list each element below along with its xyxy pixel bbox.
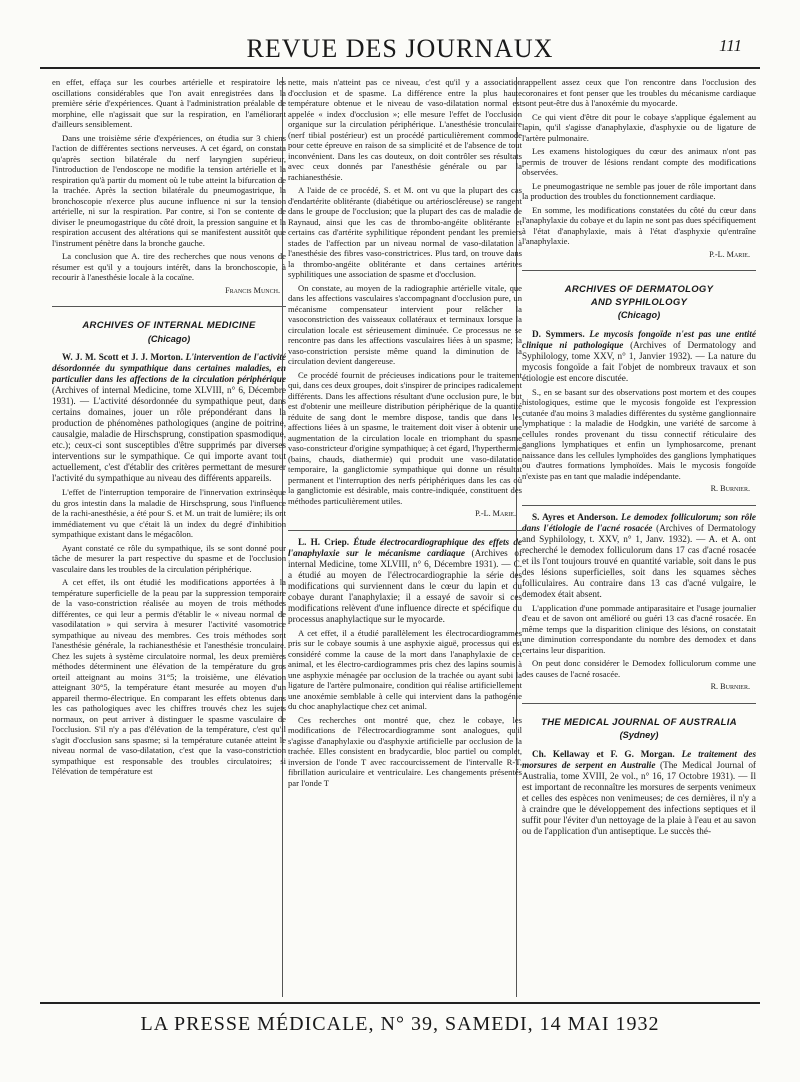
paragraph: Ce procédé fournit de précieuses indications pour le traitement qui, dans ces deux groupes, doit s'inspirer de principes radicalement différents. Dans les affections résultant d'une occlusion pure, le but est d'obtenir une meilleure distribution périphérique de la quantité réduite de sang dont le membre dispose, tandis que dans les affections liées à un spasme, le traitement doit viser à obtenir une augmentation de la circulation locale en triomphant du spasme vaso-constricteur d'origine sympathique; à cet égard, l'hyperthermie (bains, chauds, diathermie) qui produit une vaso-dilatation temporaire, la ganglictomie sympathique qui donne un résultat permanent et l'interruption des nerfs périphériques dans les cas où la ganglictomie est désirable, mais contre-indiquée, constituent des méthodes particulièrement utiles.	[288, 369, 522, 506]
paragraph: A cet effet, ils ont étudié les modifications apportées à la température superficielle de la peau par la suppression temporaire de la vaso-constriction réalisée au moyen de trois méthodes différentes, ce qui leur a permis d'établir le « niveau normal de vasodilatation » qui servira à mesurer l'activité vasomotrice sympathique au niveau des membres. Ces trois méthodes sont l'anesthésie générale, la rachianesthésie et l'anesthésie tronculaire. Chez les sujets à système circulatoire normal, les deux premières méthodes déterminent une élévation de la température du gros orteil atteignant au moins 31°5; la troisième, une élévation atteignant 30°5, la température étant mesurée au moyen d'un appareil thermo-électrique. En comparant les effets obtenus dans les cas pathologiques avec les chiffres trouvés chez les sujets normaux, on peut arriver à distinguer le spasme vasculaire de l'occlusion. S'il n'y a pas d'élévation de la température, c'est qu'il s'agit d'occlusion sans spasme; si la température cutanée atteint le niveau normal de vaso-dilatation, c'est que la vaso-constriction sympathique est responsable des troubles circulatoires; si l'élévation de température est	[52, 577, 286, 776]
paragraph: On constate, au moyen de la radiographie artérielle vitale, que dans les affections vasculaires s'accompagnant d'occlusion pure, un mécanisme compensateur intervient pour relâcher la vasoconstriction des vaisseaux collatéraux et terminaux lorsque la circulation locale est sérieusement diminuée. Ce processus ne se rencontre pas dans les affections vasculaires liées à un spasme; la vaso-constriction persiste même quand la diminution de la circulation devient dangereuse.	[288, 282, 522, 366]
author-signature: R. Burnier.	[710, 682, 750, 691]
author-signature: R. Burnier.	[710, 484, 750, 493]
section-rule	[522, 703, 756, 704]
page-title: REVUE DES JOURNAUX	[246, 34, 554, 63]
section-rule	[522, 270, 756, 271]
article-heading	[522, 329, 756, 384]
page-header	[40, 28, 760, 68]
paragraph: Dans une troisième série d'expériences, on étudia sur 3 chiens l'action de différentes sections nerveuses. A cet égard, on constata qu'après section bilatérale du nerf laryngien supérieur, l'introduction de l'endoscope ne modifie la tension artérielle et la respiration qu'à partir du moment où le tube atteint la bifurcation de la trachée. Après la section bilatérale du pneumogastrique, la bronchoscopie n'exerce plus aucune influence ni sur la tension artérielle, ni sur la respiration. Par contre, si l'on se contente de diviser le pneumogastrique du côté droit, la pression sanguine et la respiration accusent des altérations qui se manifestent aussitôt que l'instrument pénètre dans la bronche gauche.	[52, 132, 286, 248]
article-heading	[52, 352, 286, 484]
author-signature: Francis Munch.	[225, 285, 280, 295]
paragraph: Ces recherches ont montré que, chez le cobaye, les modifications de l'électrocardiogramme sont analogues, qu'il s'agisse d'anaphylaxie ou d'asphyxie artificielle par occlusion de la trachée. Elles consistent en bradycardie, bloc partiel ou complet, inversion de l'onde T avec raccourcissement de l'intervalle R-T, fibrillation auriculaire et ventriculaire. Les changements présentés par l'onde T	[288, 714, 522, 788]
paragraph: Le pneumogastrique ne semble pas jouer de rôle important dans la production des troubles du fonctionnement cardiaque.	[522, 180, 756, 201]
section-title-line-2: AND SYPHILOLOGY	[590, 296, 688, 308]
paragraph: nette, mais n'atteint pas ce niveau, c'est qu'il y a association d'occlusion et de spasme. La différence entre la plus haute température obtenue et le niveau de vaso-dilatation normal est appelée « index d'occlusion »; elle mesure l'effet de l'occlusion organique sur la circulation périphérique. L'anesthésie tronculaire (nerf tibial postérieur) est un procédé particulièrement commode pour cette épreuve en raison de sa simplicité et de l'absence de tout inconvénient. Dans les cas douteux, on doit contrôler ses résultats avec ceux donnés par l'anesthésie générale ou par la rachianesthésie.	[288, 77, 522, 182]
article-title: Le mycosis fongoïde n'est pas une entité clinique ni pathologique	[522, 328, 756, 350]
article-authors: S. Ayres et Anderson.	[532, 511, 618, 522]
article-title: Étude électrocardiographique des effets de l'anaphylaxie sur le mécanisme cardiaque	[288, 536, 522, 558]
column-3	[522, 77, 756, 997]
footer-text: LA PRESSE MÉDICALE, N° 39, SAMEDI, 14 MAI 1932	[140, 1013, 660, 1035]
section-title: ARCHIVES OF INTERNAL MEDICINE	[82, 320, 256, 331]
paragraph: en effet, effaça sur les courbes artérielle et respiratoire les oscillations considérables que l'on avait enregistrées dans la première série d'expériences. Quant à l'administration préalable de morphine, elle n'agissait que sur la respiration, en l'améliorant d'ailleurs sensiblement.	[52, 77, 286, 129]
section-city: (Chicago)	[617, 310, 661, 320]
article-reference: (The Medical Journal of Australia, tome XVIII, 2e vol., n° 16, 17 Octobre 1931). — Il est important de reconnaître les morsures de serpents venimeux et celles des espèces non venimeuses; de ces dernières, il n'y a à craindre que le développement des infections septiques et il suffit pour l'éviter d'un nettoyage de la plaie à l'eau et au savon ou de l'application d'un antiseptique. Le succès thé-	[522, 759, 756, 836]
article-heading	[522, 512, 756, 600]
paragraph: La conclusion que A. tire des recherches que nous venons de résumer est qu'il y a toujours intérêt, dans la bronchoscopie, à recourir à l'anesthésie locale à la cocaïne.	[52, 251, 286, 282]
page-number: 111	[719, 36, 742, 55]
article-rule	[288, 530, 522, 531]
paragraph: L'application d'une pommade antiparasitaire et l'usage journalier d'eau et de savon ont amélioré ou guéri 13 cas d'acné rosacée. En même temps que la disparition clinique des lésions, on constatait une diminution correspondante du nombre des demodex et dans certains leur disparition.	[522, 602, 756, 655]
article-authors: L. H. Criep.	[298, 536, 350, 547]
column-2	[288, 77, 522, 997]
article-authors: W. J. M. Scott et J. J. Morton.	[62, 352, 183, 362]
paragraph: A l'aide de ce procédé, S. et M. ont vu que la plupart des cas d'endartérite oblitérante (diabétique ou artérioscléreuse) se rangent dans le groupe de l'occlusion; que la plupart des cas de maladie de Raynaud, ainsi que les cas de thrombo-angéite oblitérante et certains cas d'artérite syphilitique répondent pendant les premiers stades de l'affection par un niveau normal de vaso-dilatation à l'anesthésie des fibres vaso-constrictrices. Plus tard, on trouve dans la thrombo-angéite oblitérante et dans certaines artérites syphilitiques une association de spasme et d'occlusion.	[288, 185, 522, 279]
article-heading	[288, 537, 522, 625]
article-reference: (Archives of internal Medicine, tome XLVIII, n° 6, Décembre 1931). — L'activité désordonnée du sympathique peut, dans certains domaines, jouer un rôle prépondérant dans la production de phénomènes pathologiques (angine de poitrine, causalgie, maladie de Hirschsprung, constipation spasmodique, etc.); ceux-ci sont susceptibles d'être supprimés par diverses interventions sur le sympathique. Ce qui importe avant tout actuellement, c'est d'établir des critères permettant de mesurer l'activité du sympathique au niveau des différents appareils.	[52, 385, 286, 483]
article-title: Le traitement des morsures de serpent en Australie	[522, 748, 756, 770]
paragraph: A cet effet, il a étudié parallèlement les électrocardiogrammes pris sur le cobaye soumis à une asphyxie aiguë, processus qui est considéré comme la cause de la mort dans l'anaphylaxie de cet animal, et les électro-cardiogrammes pris chez des lapins soumis à une asphyxie ménagée par occlusion de la trachée ou ayant subi la ligature de l'artère pulmonaire, condition qui réalise artificiellement une anoxémie semblable à celle qui intervient dans la pathogénie du choc anaphylactique chez cet animal.	[288, 627, 522, 711]
section-title: THE MEDICAL JOURNAL OF AUSTRALIA	[541, 716, 737, 728]
article-authors: D. Symmers.	[532, 328, 585, 339]
section-title: ARCHIVES OF DERMATOLOGY	[564, 284, 714, 295]
article-heading	[522, 749, 756, 837]
paragraph: En somme, les modifications constatées du côté du cœur dans l'anaphylaxie du cobaye et du lapin ne sont pas dues spécifiquement à l'état d'anaphylaxie, mais à l'état d'asphyxie qu'entraîne l'anaphylaxie.	[522, 204, 756, 246]
author-signature: P.-L. Marie.	[709, 249, 750, 259]
article-reference: (Archives of Dermatology and Syphilology, t. XXV, n° 1, Janv. 1932). — A. et A. ont recherché le demodex folliculorum dans 17 cas d'acné rosacée et ils l'ont toujours trouvé en quantité variable, soit dans le pus des lésions superficielles, soit dans les squames sèches folliculaires. Au contraire dans 13 cas d'acné vulgaire, le demodex était absent.	[522, 522, 756, 599]
article-title: L'intervention de l'activité désordonnée du sympathique dans certaines maladies, en particulier dans les affections de la circulation périphérique	[52, 352, 286, 384]
paragraph: S., en se basant sur des observations post mortem et des coupes histologiques, estime que le mycosis fongoïde est l'expression cutanée d'au moins 3 maladies différentes du système ganglionnaire lymphatique : la maladie de Hodgkin, une variété de sarcome à cellules rondes provenant du tissu connectif réticulaire des ganglions lymphatiques et enfin un lymphosarcome, prenant naissance dans les cellules lymphoïdes des ganglions lymphatiques ou d'autres formations lymphoïdes. Mais le mycosis fongoïde n'existe pas en tant que maladie indépendante.	[522, 386, 756, 481]
page-footer	[40, 1005, 760, 1035]
footer-rule	[40, 1002, 760, 1004]
article-reference: (Archives of Dermatology and Syphilology, tome XXV, n° 1, Janvier 1932). — La nature du mycosis fongoïde a fait l'objet de nombreux travaux et son étiologie est encore discutée.	[522, 339, 756, 383]
paragraph: Ce qui vient d'être dit pour le cobaye s'applique également au lapin, qu'il s'agisse d'anaphylaxie, d'asphyxie ou de ligature de l'artère pulmonaire.	[522, 111, 756, 143]
article-title: Le demodex folliculorum; son rôle dans l'étiologie de l'acné rosacée	[522, 511, 756, 533]
paragraph: Les examens histologiques du cœur des animaux n'ont pas permis de trouver de lésions rendant compte des modifications observées.	[522, 146, 756, 177]
header-rule	[40, 67, 760, 69]
paragraph: L'effet de l'interruption temporaire de l'innervation extrinsèque du gros intestin dans la maladie de Hirschsprung, sous l'influence de la rachi-anesthésie, a été pour S. et M. un trait de lumière; ils ont immédiatement vu que c'était là un index du degré d'inhibition sympathique existant dans le mégacôlon.	[52, 487, 286, 539]
section-city: (Chicago)	[147, 333, 191, 344]
paragraph: On peut donc considérer le Demodex folliculorum comme une des causes de l'acné rosacée.	[522, 658, 756, 679]
article-reference: (Archives of internal Medicine, tome XLVIII, n° 6, Décembre 1931). — C. a étudié au moyen de l'électrocardiographie la série des modifications qui surviennent dans le cœur du lapin et du cobaye durant l'anaphylaxie; il a essayé de savoir si ces modifications relèvent d'une influence directe et spécifique du processus anaphylactique sur le myocarde.	[288, 547, 522, 624]
column-1	[52, 77, 286, 997]
article-rule	[522, 505, 756, 506]
author-signature: P.-L. Marie.	[475, 509, 516, 518]
paragraph: rappellent assez ceux que l'on rencontre dans l'occlusion des coronaires et font penser que les troubles du mécanisme cardiaque sont peut-être dus à l'anoxémie du myocarde.	[522, 77, 756, 108]
article-authors: Ch. Kellaway et F. G. Morgan.	[532, 748, 675, 759]
section-city: (Sydney)	[619, 730, 659, 740]
section-rule	[52, 306, 286, 307]
paragraph: Ayant constaté ce rôle du sympathique, ils se sont donné pour tâche de mesurer la part respective du spasme et de l'occlusion vasculaire dans les troubles de la circulation périphérique.	[52, 542, 286, 574]
